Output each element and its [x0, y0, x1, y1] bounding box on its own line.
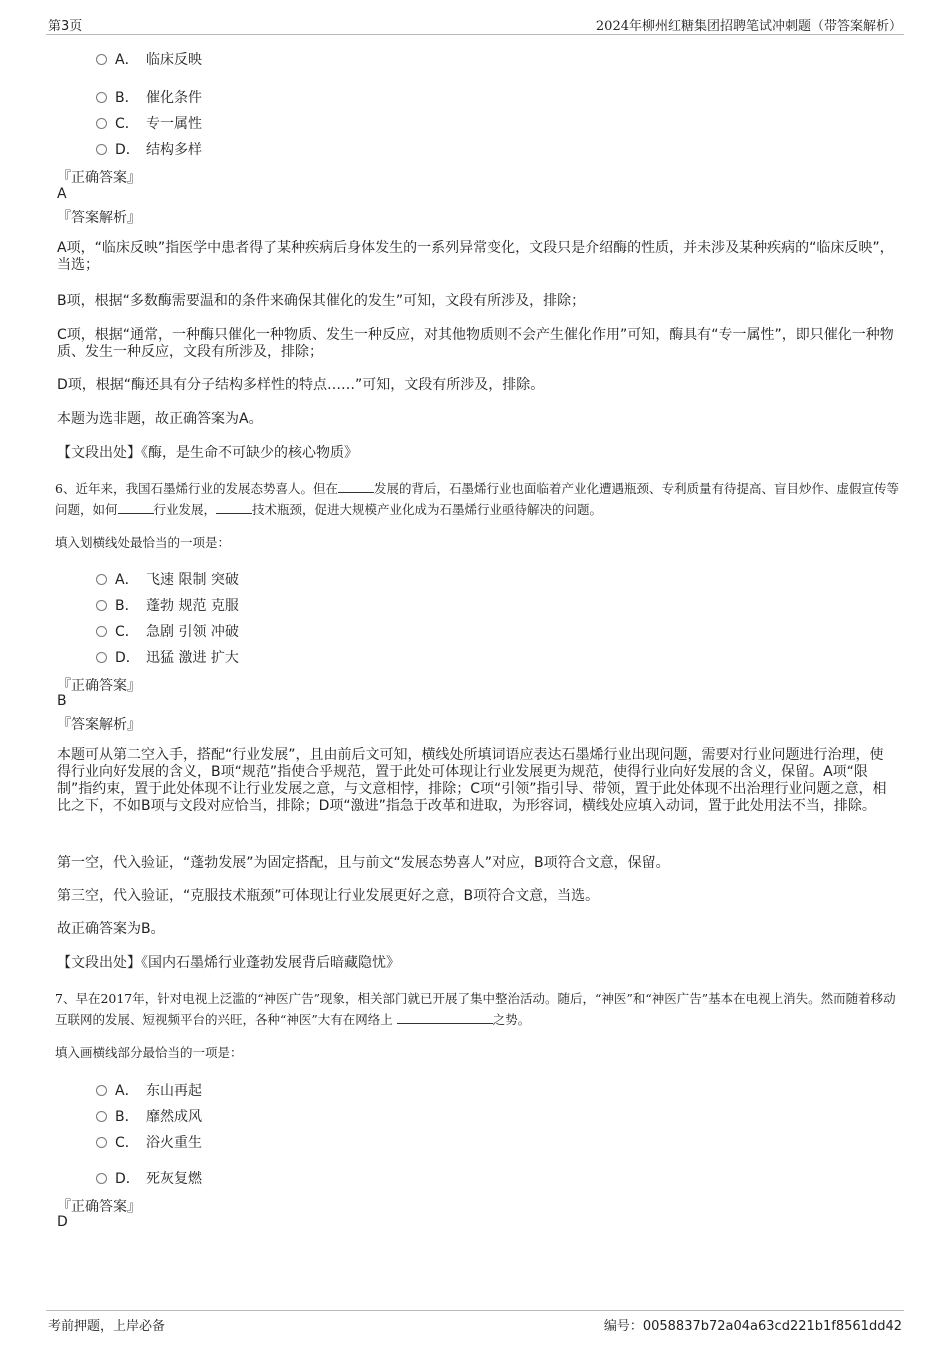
analysis-paragraph: B项，根据“多数酶需要温和的条件来确保其催化的发生”可知，文段有所涉及，排除；: [57, 293, 586, 309]
answer-label: 『正确答案』: [57, 678, 141, 694]
question-7-text: 7、早在2017年，针对电视上泛滥的“神医广告”现象，相关部门就已开展了集中整治活动。随后，“神医”和“神医广告”基本在电视上消失。然而随着移动互联网的发展、短视频平台的兴旺，各种“神医”大有在网络上 之势。: [55, 991, 896, 1027]
footer-slogan: 考前押题，上岸必备: [48, 1319, 166, 1334]
answer-value: A: [57, 186, 67, 202]
answer-value: B: [57, 693, 67, 709]
radio-icon[interactable]: [96, 1085, 107, 1096]
radio-icon[interactable]: [96, 574, 107, 585]
radio-icon[interactable]: [96, 118, 107, 129]
radio-icon[interactable]: [96, 1173, 107, 1184]
analysis-label: 『答案解析』: [57, 717, 141, 733]
document-id: 编号：0058837b72a04a63cd221b1f8561dd42: [603, 1319, 902, 1334]
analysis-paragraph: 本题为选非题，故正确答案为A。: [57, 411, 263, 427]
radio-icon[interactable]: [96, 652, 107, 663]
analysis-paragraph: 本题可从第二空入手，搭配“行业发展”，且由前后文可知，横线处所填词语应表达石墨烯行业出现问题，需要对行业问题进行治理，使得行业向好发展的含义，B项“规范”指使合乎规范，置于此处可体现让行业发展更为规范，使得行业向好发展的含义，保留。A项“限制”指约束，置于此处体现不让行业发展之意，与文意相悖，排除；C项“引领”指引导、带领，置于此处体现不出治理行业问题之意，相比之下，不如B项与文段对应恰当，排除；D项“激进”指急于改革和进取，为形容词，横线处应填入动词，置于此处用法不当，排除。: [57, 747, 887, 814]
question-6-text: 6、近年来，我国石墨烯行业的发展态势喜人。但在 发展的背后，石墨烯行业也面临着产业化遭遇瓶颈、专利质量有待提高、盲目炒作、虚假宣传等问题，如何 行业发展， 技术瓶颈，促进大规模产业化成为石墨烯行业亟待解决的问题。: [55, 481, 899, 517]
blank-line: [397, 1011, 493, 1024]
page-header: [46, 14, 904, 35]
analysis-paragraph: D项，根据“酶还具有分子结构多样性的特点……”可知，文段有所涉及，排除。: [57, 377, 545, 393]
analysis-paragraph: 第三空，代入验证，“克服技术瓶颈”可体现让行业发展更好之意，B项符合文意，当选。: [57, 888, 600, 904]
radio-icon[interactable]: [96, 600, 107, 611]
radio-icon[interactable]: [96, 1137, 107, 1148]
answer-value: D: [57, 1214, 68, 1230]
radio-icon[interactable]: [96, 54, 107, 65]
question-6-prompt: 填入划横线处最恰当的一项是：: [55, 535, 231, 550]
radio-icon[interactable]: [96, 92, 107, 103]
analysis-paragraph: 第一空，代入验证，“蓬勃发展”为固定搭配，且与前文“发展态势喜人”对应，B项符合文意，保留。: [57, 855, 670, 871]
document-title: 2024年柳州红糖集团招聘笔试冲刺题（带答案解析）: [595, 19, 902, 34]
blank-line: [338, 480, 374, 493]
answer-label: 『正确答案』: [57, 1199, 141, 1215]
radio-icon[interactable]: [96, 626, 107, 637]
blank-line: [216, 501, 252, 514]
radio-icon[interactable]: [96, 144, 107, 155]
answer-label: 『正确答案』: [57, 170, 141, 186]
page-number: 第3页: [48, 19, 83, 34]
analysis-label: 『答案解析』: [57, 210, 141, 226]
question-7-prompt: 填入画横线部分最恰当的一项是：: [55, 1045, 243, 1060]
analysis-paragraph: A项，“临床反映”指医学中患者得了某种疾病后身体发生的一系列异常变化，文段只是介绍酶的性质，并未涉及某种疾病的“临床反映”，当选；: [57, 240, 894, 273]
source-line: 【文段出处】《国内石墨烯行业蓬勃发展背后暗藏隐忧》: [57, 955, 400, 971]
page-footer: [46, 1310, 904, 1333]
analysis-paragraph: 故正确答案为B。: [57, 921, 165, 937]
radio-icon[interactable]: [96, 1111, 107, 1122]
analysis-paragraph: C项，根据“通常，一种酶只催化一种物质、发生一种反应，对其他物质则不会产生催化作用”可知，酶具有“专一属性”，即只催化一种物质、发生一种反应，文段有所涉及，排除；: [57, 327, 894, 360]
blank-line: [118, 501, 154, 514]
source-line: 【文段出处】《酶，是生命不可缺少的核心物质》: [57, 445, 358, 461]
